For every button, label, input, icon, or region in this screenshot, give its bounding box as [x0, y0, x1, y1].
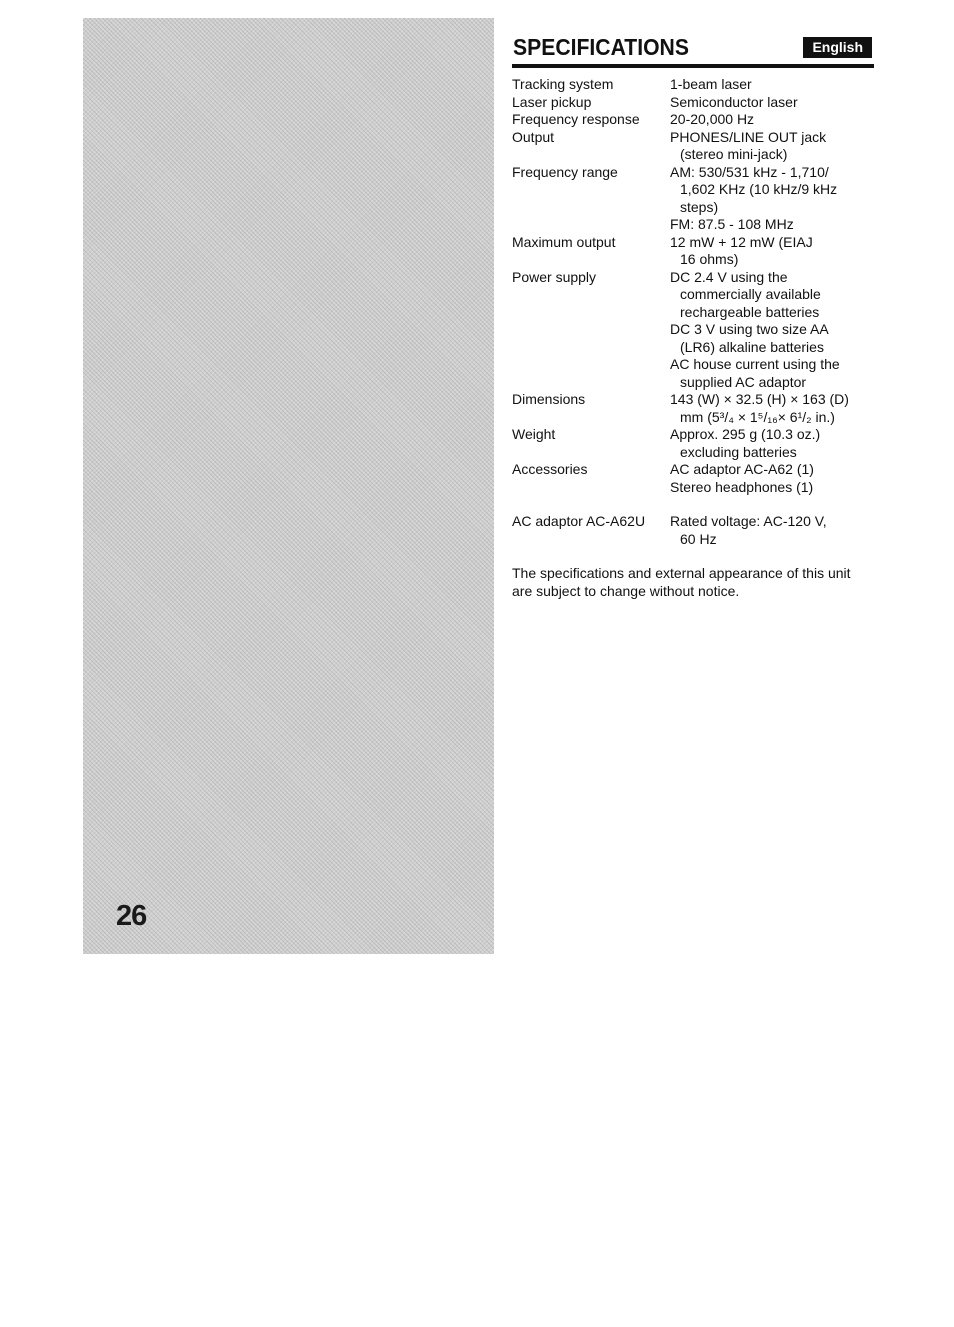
- spec-row-tracking-system: [512, 76, 874, 94]
- spec-row-ac-adaptor: [512, 513, 874, 548]
- spec-value: Semiconductor laser: [670, 93, 798, 110]
- spec-label: Laser pickup: [512, 93, 592, 110]
- page-title: SPECIFICATIONS: [513, 34, 689, 60]
- spec-value: steps): [680, 198, 719, 215]
- spec-label: AC adaptor AC-A62U: [512, 513, 646, 529]
- spec-row-maximum-output: [512, 234, 874, 269]
- spec-value: (stereo mini-jack): [680, 146, 788, 162]
- spec-label: Frequency response: [512, 111, 640, 127]
- spec-row-frequency-response: [512, 111, 874, 129]
- spec-value: rechargeable batteries: [680, 303, 820, 320]
- spec-value: Approx. 295 g (10.3 oz.): [670, 426, 821, 442]
- spec-row-power-supply: [512, 269, 874, 392]
- spec-value: supplied AC adaptor: [680, 373, 807, 390]
- specifications-section: [512, 34, 874, 600]
- spec-row-output: [512, 129, 874, 164]
- language-badge: English: [803, 37, 872, 58]
- notice-line: The specifications and external appearance of this unit: [512, 565, 851, 581]
- spec-value: DC 3 V using two size AA: [670, 321, 829, 337]
- spec-label: Output: [512, 128, 555, 145]
- spec-label: Maximum output: [512, 233, 616, 250]
- spec-value: AM: 530/531 kHz - 1,710/: [670, 163, 829, 180]
- page-number: 26: [116, 900, 147, 932]
- spec-value: (LR6) alkaline batteries: [680, 338, 824, 355]
- spec-value: AC adaptor AC-A62 (1): [670, 461, 814, 477]
- notice-line: are subject to change without notice.: [512, 582, 740, 599]
- spec-label: Weight: [512, 426, 556, 442]
- spec-value: Stereo headphones (1): [670, 478, 814, 495]
- spec-value: 1,602 KHz (10 kHz/9 kHz: [680, 181, 838, 197]
- decorative-side-panel: [83, 18, 494, 954]
- spec-row-weight: [512, 426, 874, 461]
- spec-value: FM: 87.5 - 108 MHz: [670, 216, 794, 232]
- spec-value: 143 (W) × 32.5 (H) × 163 (D): [670, 391, 849, 407]
- spec-row-accessories: [512, 461, 874, 496]
- change-notice: [512, 565, 874, 600]
- spec-value: 20-20,000 Hz: [670, 111, 755, 127]
- spec-label: Power supply: [512, 268, 597, 285]
- spec-row-frequency-range: [512, 164, 874, 234]
- spec-value: mm (5³/₄ × 1⁵/₁₆× 6¹/₂ in.): [680, 408, 835, 425]
- spec-label: Accessories: [512, 461, 588, 477]
- spec-row-laser-pickup: [512, 94, 874, 112]
- spec-label: Dimensions: [512, 391, 586, 407]
- section-header: [512, 34, 874, 68]
- spec-row-dimensions: [512, 391, 874, 426]
- spec-value: 12 mW + 12 mW (EIAJ: [670, 233, 813, 250]
- spec-label: Tracking system: [512, 76, 614, 92]
- spec-value: excluding batteries: [680, 443, 797, 460]
- spec-label: Frequency range: [512, 163, 618, 180]
- spec-value: commercially available: [680, 286, 821, 302]
- spec-table: [512, 76, 874, 548]
- spec-value: 16 ohms): [680, 251, 739, 267]
- spec-value: 60 Hz: [680, 530, 717, 547]
- spec-value: AC house current using the: [670, 356, 840, 372]
- spec-value: 1-beam laser: [670, 76, 752, 92]
- spec-value: DC 2.4 V using the: [670, 268, 788, 285]
- spec-value: PHONES/LINE OUT jack: [670, 128, 827, 145]
- spec-value: Rated voltage: AC-120 V,: [670, 513, 827, 529]
